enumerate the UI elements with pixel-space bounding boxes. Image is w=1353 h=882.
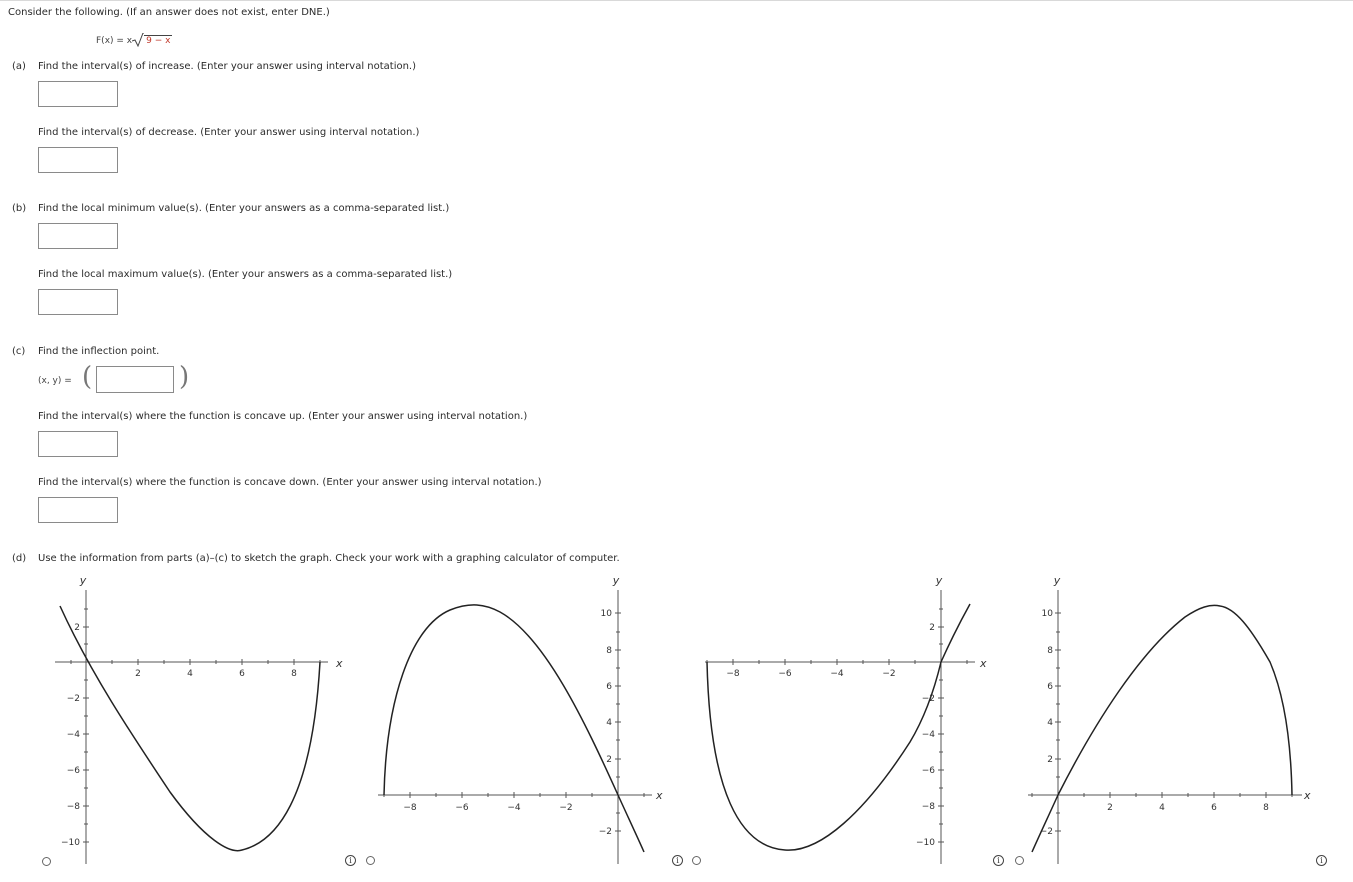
graph-option-4 — [1010, 572, 1330, 872]
y-tick-label: −10 — [916, 838, 935, 848]
y-tick-label: 2 — [1047, 755, 1053, 765]
info-icon[interactable]: i — [672, 855, 683, 866]
y-tick-label: −8 — [921, 802, 935, 812]
y-tick-label: −8 — [66, 802, 80, 812]
info-icon[interactable]: i — [993, 855, 1004, 866]
sqrt-symbol — [132, 33, 172, 47]
x-tick-label: −4 — [507, 803, 521, 813]
question-concave-up: Find the interval(s) where the function is concave up. (Enter your answer using interval notation.) — [38, 411, 528, 422]
info-icon[interactable]: i — [1316, 855, 1327, 866]
y-axis-label: y — [935, 574, 943, 587]
y-tick-label: −6 — [921, 766, 935, 776]
x-tick-label: 8 — [291, 669, 297, 679]
question-decrease: Find the interval(s) of decrease. (Enter your answer using interval notation.) — [38, 127, 420, 138]
radical-icon — [132, 33, 144, 47]
y-tick-label: 10 — [1041, 609, 1053, 619]
x-tick-label: −8 — [403, 803, 417, 813]
x-axis-label: x — [656, 789, 663, 802]
part-c-label: (c) — [12, 346, 26, 357]
y-tick-label: 6 — [1047, 682, 1053, 692]
x-tick-label: 6 — [239, 669, 245, 679]
part-a-label: (a) — [12, 61, 26, 72]
y-axis-label: y — [79, 574, 87, 587]
x-tick-label: −2 — [882, 669, 896, 679]
x-axis-label: x — [1304, 789, 1311, 802]
x-tick-label: 6 — [1211, 803, 1217, 813]
y-tick-label: 2 — [606, 755, 612, 765]
y-tick-label: 2 — [74, 623, 80, 633]
function-curve — [1032, 605, 1292, 852]
y-tick-label: 4 — [1047, 718, 1053, 728]
y-tick-label: 2 — [929, 623, 935, 633]
function-curve — [384, 605, 644, 852]
y-tick-label: −2 — [1039, 827, 1053, 837]
y-tick-label: −2 — [598, 827, 612, 837]
x-tick-label: 2 — [1107, 803, 1113, 813]
y-tick-label: 4 — [606, 718, 612, 728]
y-tick-label: −10 — [61, 838, 80, 848]
local-min-input[interactable] — [38, 223, 118, 249]
x-tick-label: −2 — [559, 803, 573, 813]
x-tick-label: −4 — [830, 669, 844, 679]
x-tick-label: 4 — [187, 669, 193, 679]
y-axis-label: y — [1053, 574, 1061, 587]
part-b-label: (b) — [12, 203, 27, 214]
x-tick-label: 8 — [1263, 803, 1269, 813]
y-tick-label: 8 — [606, 646, 612, 656]
graph-option-2 — [360, 572, 680, 872]
question-concave-down: Find the interval(s) where the function is concave down. (Enter your answer using interval notation.) — [38, 477, 542, 488]
graph-option-1 — [30, 572, 350, 872]
paren-open: ( — [82, 362, 93, 392]
info-icon[interactable]: i — [345, 855, 356, 866]
graph-option-2b-radio[interactable] — [692, 856, 701, 865]
y-axis-label: y — [612, 574, 620, 587]
question-inflection: Find the inflection point. — [38, 346, 160, 357]
y-tick-label: −4 — [921, 730, 935, 740]
question-local-max: Find the local maximum value(s). (Enter your answers as a comma-separated list.) — [38, 269, 453, 280]
function-curve — [707, 604, 970, 850]
x-axis-label: x — [980, 657, 987, 670]
function-lhs: F(x) = x — [96, 36, 133, 46]
graph-option-3 — [690, 572, 1010, 872]
local-max-input[interactable] — [38, 289, 118, 315]
x-tick-label: −6 — [778, 669, 792, 679]
x-tick-label: 4 — [1159, 803, 1165, 813]
part-d-label: (d) — [12, 553, 27, 564]
y-tick-label: 8 — [1047, 646, 1053, 656]
graph-option-1-radio[interactable] — [42, 857, 51, 866]
concave-down-input[interactable] — [38, 497, 118, 523]
concave-up-input[interactable] — [38, 431, 118, 457]
function-curve — [60, 606, 320, 851]
question-sketch: Use the information from parts (a)–(c) to sketch the graph. Check your work with a graphing calculator of computer. — [38, 553, 620, 564]
y-tick-label: −2 — [921, 694, 935, 704]
y-tick-label: −4 — [66, 730, 80, 740]
y-tick-label: 6 — [606, 682, 612, 692]
question-increase: Find the interval(s) of increase. (Enter your answer using interval notation.) — [38, 61, 417, 72]
y-tick-label: 10 — [600, 609, 612, 619]
y-tick-label: −2 — [66, 694, 80, 704]
graph-option-2-radio[interactable] — [366, 856, 375, 865]
intro-text: Consider the following. (If an answer does not exist, enter DNE.) — [8, 7, 330, 18]
point-label: (x, y) = — [38, 376, 72, 386]
question-local-min: Find the local minimum value(s). (Enter your answers as a comma-separated list.) — [38, 203, 450, 214]
top-divider — [0, 0, 1353, 1]
x-tick-label: −8 — [726, 669, 740, 679]
decrease-interval-input[interactable] — [38, 147, 118, 173]
function-radicand: 9 − x — [146, 36, 171, 46]
y-tick-label: −6 — [66, 766, 80, 776]
x-tick-label: −6 — [455, 803, 469, 813]
inflection-point-input[interactable] — [96, 366, 174, 393]
paren-close: ) — [179, 362, 190, 392]
x-tick-label: 2 — [135, 669, 141, 679]
increase-interval-input[interactable] — [38, 81, 118, 107]
function-formula — [96, 33, 172, 47]
x-axis-label: x — [336, 657, 343, 670]
